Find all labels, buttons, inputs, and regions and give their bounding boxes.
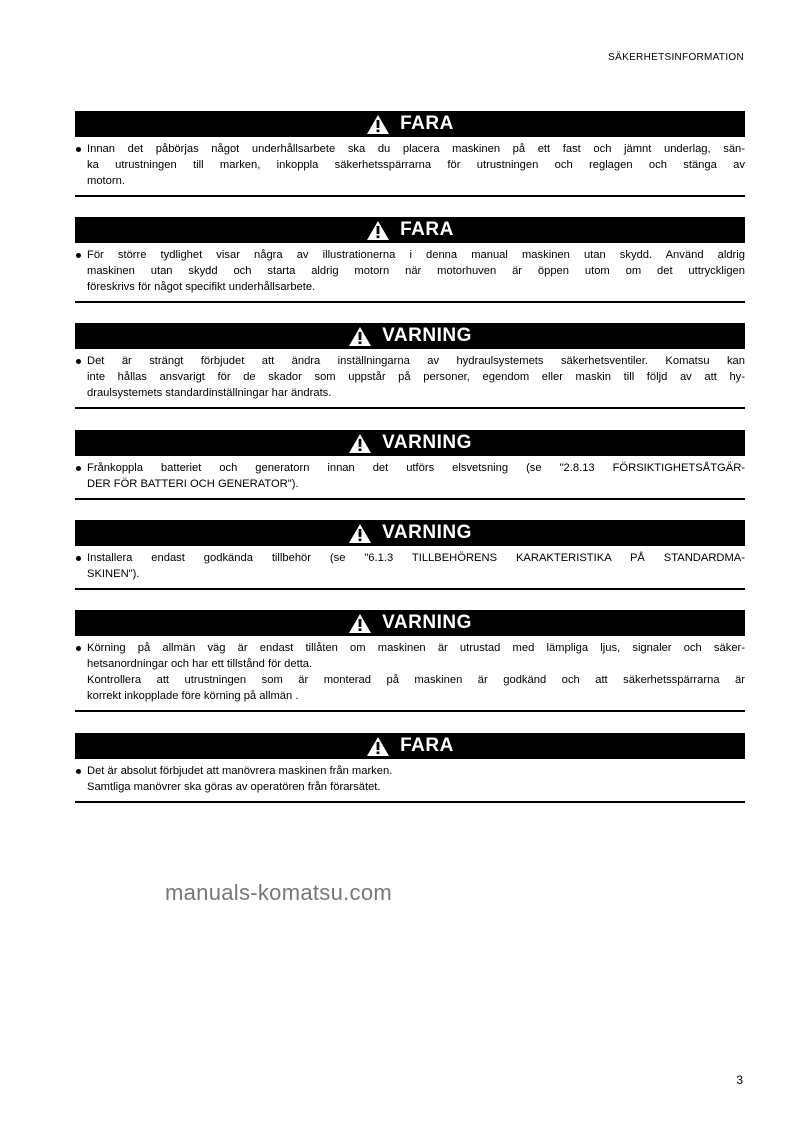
bullet-icon	[76, 253, 81, 258]
notice-text-line: Körning på allmän väg är endast tillåten om maskinen är utrustad med lämpliga ljus, signaler och säker-	[87, 642, 745, 654]
warning-triangle-icon	[348, 326, 372, 347]
notice-level: FARA	[400, 113, 454, 134]
safety-notice	[75, 733, 745, 803]
notice-header	[75, 217, 745, 243]
warning-triangle-icon	[366, 736, 390, 757]
warning-triangle-icon	[348, 433, 372, 454]
notice-text-line: Installera endast godkända tillbehör (se "6.1.3 TILLBEHÖRENS KARAKTERISTIKA PÅ STANDARDMA-	[87, 552, 745, 564]
watermark: manuals-komatsu.com	[165, 880, 392, 905]
notice-text-line: För större tydlighet visar några av illustrationerna i denna manual maskinen utan skydd. Använd aldrig	[87, 249, 745, 261]
notice-level: VARNING	[382, 612, 472, 633]
notice-text-line: korrekt inkopplade före körning på allmän .	[87, 690, 299, 702]
warning-triangle-icon	[348, 523, 372, 544]
notice-level: VARNING	[382, 522, 472, 543]
notice-header	[75, 430, 745, 456]
warning-triangle-icon	[348, 613, 372, 634]
warning-triangle-icon	[366, 114, 390, 135]
notice-text-line: SKINEN").	[87, 568, 140, 580]
safety-notice	[75, 111, 745, 197]
notice-level: VARNING	[382, 325, 472, 346]
notice-body	[75, 759, 745, 803]
notice-level: VARNING	[382, 432, 472, 453]
notice-text-line: Kontrollera att utrustningen som är monterad på maskinen är godkänd och att säkerhetsspärrarna är	[87, 674, 745, 686]
bullet-icon	[76, 359, 81, 364]
safety-notice	[75, 430, 745, 500]
notice-level: FARA	[400, 735, 454, 756]
notice-header	[75, 520, 745, 546]
bullet-icon	[76, 466, 81, 471]
notice-text-line: draulsystemets standardinställningar har ändrats.	[87, 387, 332, 399]
notice-text-line: motorn.	[87, 175, 125, 187]
safety-notice	[75, 520, 745, 590]
safety-notice	[75, 217, 745, 303]
bullet-icon	[76, 147, 81, 152]
bullet-icon	[76, 769, 81, 774]
notice-text-line: DER FÖR BATTERI OCH GENERATOR").	[87, 478, 299, 490]
notice-text-line: Innan det påbörjas något underhållsarbete ska du placera maskinen på ett fast och jämnt underlag, sän-	[87, 143, 745, 155]
notice-body	[75, 349, 745, 409]
notice-body	[75, 546, 745, 590]
notice-text-line: ka utrustningen till marken, inkoppla säkerhetsspärrarna för utrustningen och reglagen och stänga av	[87, 159, 745, 171]
notice-header	[75, 610, 745, 636]
notice-text-line: inte hållas ansvarigt för de skador som uppstår på personer, egendom eller maskin till följd av att hy-	[87, 371, 745, 383]
running-header: SÄKERHETSINFORMATION	[608, 52, 744, 63]
notice-header	[75, 733, 745, 759]
notice-body	[75, 137, 745, 197]
notice-body	[75, 636, 745, 712]
notice-text-line: maskinen utan skydd och starta aldrig motorn när motorhuven är öppen utom om det uttryckligen	[87, 265, 745, 277]
safety-notice	[75, 323, 745, 409]
notice-text-line: hetsanordningar och har ett tillstånd för detta.	[87, 658, 313, 670]
notice-text-line: Det är strängt förbjudet att ändra inställningarna av hydraulsystemets säkerhetsventiler. Komatsu kan	[87, 355, 745, 367]
notice-text-line: Det är absolut förbjudet att manövrera maskinen från marken.	[87, 765, 393, 777]
notice-text-line: föreskrivs för något specifikt underhållsarbete.	[87, 281, 316, 293]
bullet-icon	[76, 556, 81, 561]
notice-body	[75, 243, 745, 303]
bullet-icon	[76, 646, 81, 651]
page-number: 3	[736, 1073, 743, 1087]
notice-text-line: Samtliga manövrer ska göras av operatören från förarsätet.	[87, 781, 381, 793]
notice-level: FARA	[400, 219, 454, 240]
notice-header	[75, 323, 745, 349]
notice-text-line: Frånkoppla batteriet och generatorn innan det utförs elsvetsning (se "2.8.13 FÖRSIKTIGHETSÅTGÄR-	[87, 462, 745, 474]
safety-notice	[75, 610, 745, 712]
notice-header	[75, 111, 745, 137]
warning-triangle-icon	[366, 220, 390, 241]
notice-body	[75, 456, 745, 500]
